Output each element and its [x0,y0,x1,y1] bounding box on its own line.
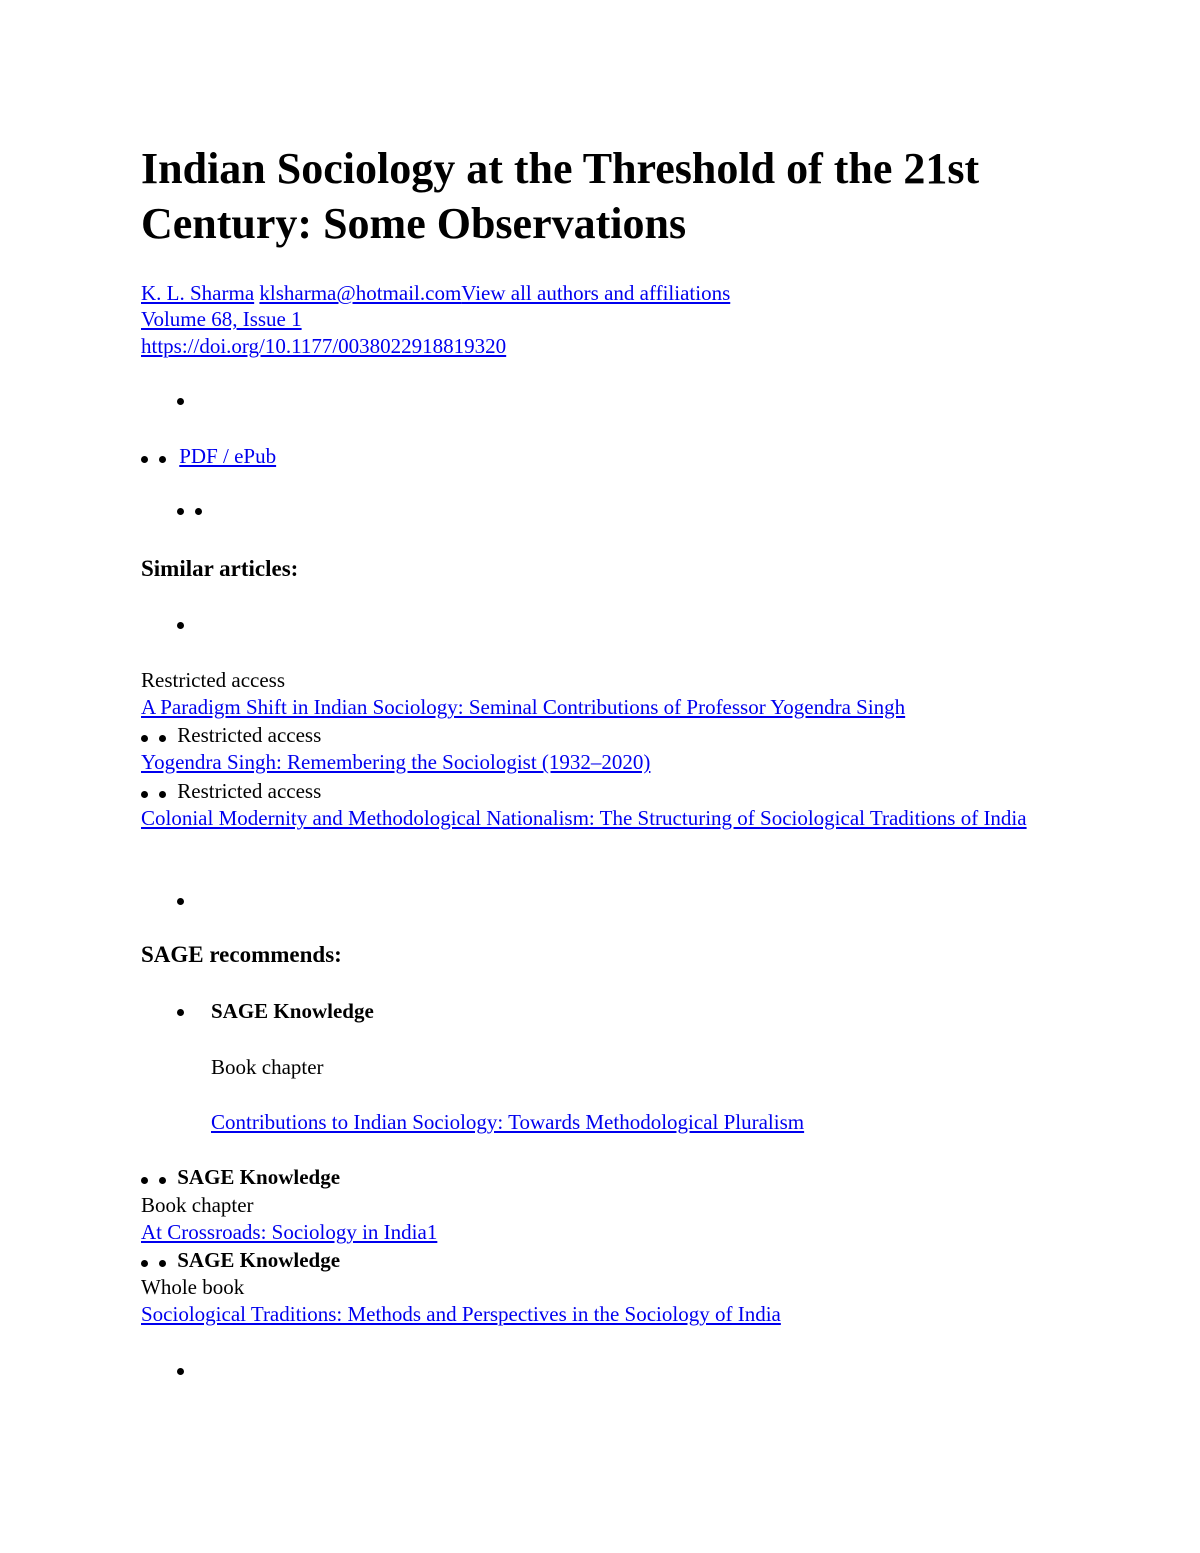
bullet [177,1368,184,1375]
recommended-link[interactable]: Contributions to Indian Sociology: Towards Methodological Pluralism [211,1110,805,1134]
bullet [195,508,202,515]
author-line [141,280,730,307]
access-badge: Restricted access [177,723,322,747]
bullet [177,1009,184,1016]
bullet [177,898,184,905]
recommends-heading: SAGE recommends: [141,942,342,967]
bullet [177,508,184,515]
recommend-item-row [141,1164,340,1191]
recommend-item-row [141,1247,340,1274]
author-email-link[interactable]: klsharma@hotmail.com [259,281,462,305]
pdf-epub-link[interactable]: PDF / ePub [179,444,277,468]
bullet [177,398,184,405]
bullet [141,1177,148,1184]
bullet [159,1177,166,1184]
similar-article-link[interactable]: Yogendra Singh: Remembering the Sociologist (1932–2020) [141,750,651,774]
similar-item-row [141,722,321,749]
page-title: Indian Sociology at the Threshold of the 21st Century: Some Observations [141,144,980,248]
similar-item-row [141,778,321,805]
recommended-link[interactable]: Sociological Traditions: Methods and Perspectives in the Sociology of India [141,1302,781,1326]
bullet [141,1260,148,1267]
bullet [141,791,148,798]
source-label: SAGE Knowledge [177,1165,341,1189]
content-type: Book chapter [211,1055,324,1079]
doi-link[interactable]: https://doi.org/10.1177/0038022918819320 [141,334,507,358]
similar-article-link[interactable]: Colonial Modernity and Methodological Nationalism: The Structuring of Sociological Traditions of India [141,806,1027,830]
volume-issue-link[interactable]: Volume 68, Issue 1 [141,307,302,331]
access-badge: Restricted access [141,668,286,692]
source-label: SAGE Knowledge [211,999,374,1023]
access-badge: Restricted access [177,779,322,803]
source-label: SAGE Knowledge [177,1248,341,1272]
view-authors-link[interactable]: View all authors and affiliations [461,281,731,305]
bullet [159,1260,166,1267]
recommended-link[interactable]: At Crossroads: Sociology in India1 [141,1220,438,1244]
bullet [159,456,166,463]
bullet [159,791,166,798]
bullet [177,622,184,629]
author-link[interactable]: K. L. Sharma [141,281,255,305]
similar-articles-heading: Similar articles: [141,556,299,581]
bullet [159,735,166,742]
bullet-pair [177,508,202,515]
content-type: Whole book [141,1275,245,1299]
pdf-row [141,443,276,470]
content-type: Book chapter [141,1193,254,1217]
similar-article-link[interactable]: A Paradigm Shift in Indian Sociology: Seminal Contributions of Professor Yogendra Singh [141,695,906,719]
bullet [141,456,148,463]
bullet [141,735,148,742]
